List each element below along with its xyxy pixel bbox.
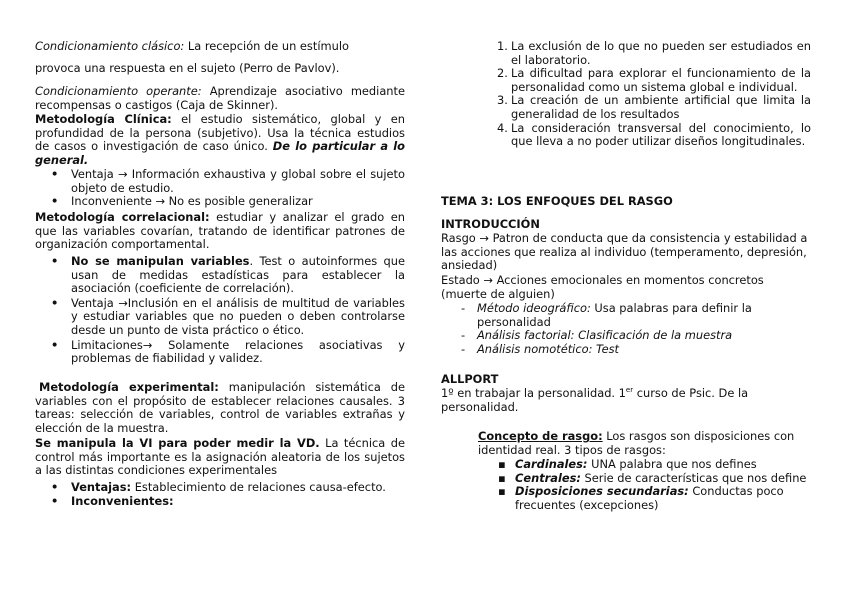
rasgo-paragraph: Rasgo → Patron de conducta que da consistencia y estabilidad a las acciones que realiza al individuo (temperamento, depresión, ansiedad) xyxy=(441,231,808,273)
clasico-line2: provoca una respuesta en el sujeto (Perro de Pavlov). xyxy=(35,61,340,75)
list-item: • Ventaja →Inclusión en el análisis de multitud de variables y estudiar variables que no pueden o deben controlarse desde un punto de vista práctico o ético. xyxy=(35,297,405,338)
list-item: • Limitaciones→ Solamente relaciones asociativas y problemas de fiabilidad y validez. xyxy=(35,339,405,366)
experimental-bullets xyxy=(35,481,405,508)
allport-heading: ALLPORT xyxy=(441,372,499,386)
list-item: 2. La dificultad para explorar el funcionamiento de la personalidad como un sistema global e individual. xyxy=(497,66,811,94)
list-item: 4. La consideración transversal del conocimiento, lo que lleva a no poder utilizar diseños longitudinales. xyxy=(497,120,811,149)
clinica-paragraph: Metodología Clínica: el estudio sistemático, global y en profundidad de la persona (subjetivo). Usa la técnica estudios de casos o investigación de caso único. De lo particular a lo general. xyxy=(35,112,405,167)
numbered-list xyxy=(441,40,811,149)
intro-heading: INTRODUCCIÓN xyxy=(441,217,540,231)
clinica-bullets xyxy=(35,168,405,209)
estado-paragraph: Estado → Acciones emocionales en momentos concretos (muerte de alguien) xyxy=(441,273,764,301)
list-item: • Ventaja → Información exhaustiva y global sobre el sujeto objeto de estudio. xyxy=(35,168,405,195)
list-item: ▪ Disposiciones secundarias: Conductas poco frecuentes (excepciones) xyxy=(441,485,811,512)
correlacional-bullets xyxy=(35,255,405,366)
list-item: • Ventajas: Establecimiento de relaciones causa-efecto. xyxy=(35,481,405,495)
list-item: ▪ Cardinales: UNA palabra que nos defines xyxy=(441,458,811,472)
list-item: - Análisis factorial: Clasificación de la muestra xyxy=(441,329,811,343)
concepto-paragraph: Concepto de rasgo: Los rasgos son disposiciones con identidad real. 3 tipos de rasgos: xyxy=(478,429,795,457)
tema-heading: TEMA 3: LOS ENFOQUES DEL RASGO xyxy=(441,194,673,208)
list-item: ▪ Centrales: Serie de características que nos define xyxy=(441,472,811,486)
correlacional-paragraph: Metodología correlacional: estudiar y analizar el grado en que las variables covarían, tratando de identificar patrones de organización comportamental. xyxy=(35,210,405,252)
list-item: 1. La exclusión de lo que no pueden ser estudiados en el laboratorio. xyxy=(497,39,811,67)
experimental-vd-paragraph: Se manipula la VI para poder medir la VD. La técnica de control más importante es la asignación aleatoria de los sujetos a las distintas condiciones experimentales xyxy=(35,436,405,478)
list-item: • Inconveniente → No es posible generalizar xyxy=(35,195,405,209)
metodos-list xyxy=(441,302,811,356)
clasico-line1: Condicionamiento clásico: La recepción de un estímulo xyxy=(35,39,349,53)
tipos-list xyxy=(441,458,811,512)
list-item: - Análisis nomotético: Test xyxy=(441,343,811,357)
list-item: • Inconvenientes: xyxy=(35,495,405,509)
operante-paragraph: Condicionamiento operante: Aprendizaje asociativo mediante recompensas o castigos (Caja de Skinner). xyxy=(35,84,405,112)
experimental-paragraph: Metodología experimental: manipulación sistemática de variables con el propósito de establecer relaciones causales. 3 tareas: selección de variables, control de variables extrañas y elección de la muestra. xyxy=(35,380,405,435)
list-item: - Método ideográfico: Usa palabras para definir la personalidad xyxy=(441,302,811,329)
allport-paragraph: 1º en trabajar la personalidad. 1er curso de Psic. De la personalidad. xyxy=(441,386,749,414)
list-item: • No se manipulan variables. Test o autoinformes que usan de medidas estadísticas para establecer la asociación (coeficiente de correlación). xyxy=(35,255,405,296)
list-item: 3. La creación de un ambiente artificial que limita la generalidad de los resultados xyxy=(497,93,811,121)
